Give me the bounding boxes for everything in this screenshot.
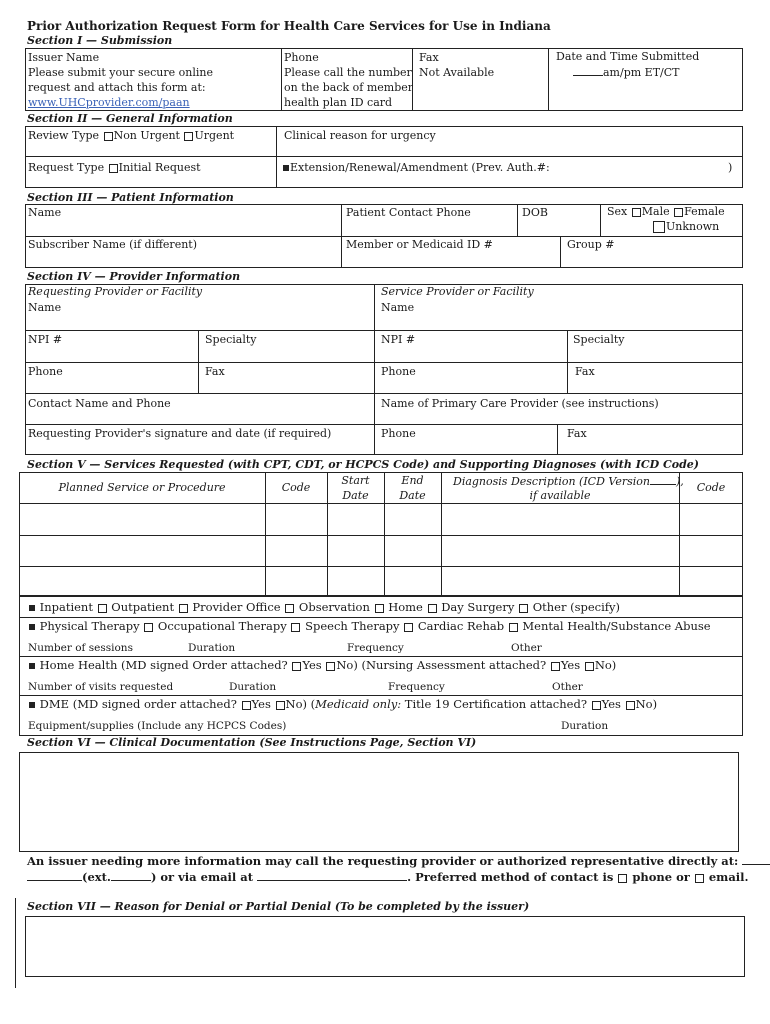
fax-label: Fax [419, 51, 439, 64]
non-urgent-checkbox[interactable] [104, 132, 113, 141]
patient-phone-label: Patient Contact Phone [346, 206, 471, 219]
req-npi-label: NPI # [28, 333, 63, 346]
clinical-reason-label: Clinical reason for urgency [284, 129, 436, 142]
dme-row: DME (MD signed order attached? Yes No) (Medicaid only: Title 19 Certification attached? Yes No) [28, 697, 657, 711]
section-5-heading: Section V — Services Requested (with CPT, CDT, or HCPCS Code) and Supporting Diagnoses (with ICD Code) [27, 458, 699, 471]
unknown-checkbox[interactable] [653, 221, 665, 233]
col-code-2: Code [696, 481, 726, 494]
issuer-note-line-2: (ext. ) or via email at . Preferred method of contact is phone or email. [27, 870, 749, 884]
member-id-label: Member or Medicaid ID # [346, 238, 493, 251]
dme-no-checkbox[interactable] [276, 701, 285, 710]
pcp-fax-label: Fax [567, 427, 587, 440]
occupational-therapy-checkbox[interactable] [144, 623, 153, 632]
review-type-row: Review Type Non Urgent Urgent [28, 129, 235, 142]
section-6-heading: Section VI — Clinical Documentation (See Instructions Page, Section VI) [27, 736, 477, 749]
issuer-instruction-2: request and attach this form at: [28, 81, 206, 94]
sessions-label: Number of sessions [28, 642, 133, 654]
date-submitted-field[interactable] [573, 65, 680, 80]
equipment-label: Equipment/supplies (Include any HCPCS Codes) [28, 720, 287, 732]
signature-label: Requesting Provider's signature and date (if required) [28, 427, 332, 440]
section-1-heading: Section I — Submission [27, 34, 173, 47]
svc-specialty-label: Specialty [573, 333, 625, 346]
group-label: Group # [567, 238, 615, 251]
req-name-label: Name [28, 301, 62, 314]
mental-health-checkbox[interactable] [509, 623, 518, 632]
title19-no-checkbox[interactable] [626, 701, 635, 710]
sex-row: Sex Male Female [607, 205, 725, 218]
col-planned-service: Planned Service or Procedure [58, 481, 226, 494]
req-specialty-label: Specialty [205, 333, 257, 346]
col-code: Code [281, 481, 311, 494]
requesting-provider-heading: Requesting Provider or Facility [28, 285, 203, 298]
section-3-heading: Section III — Patient Information [27, 191, 234, 204]
issuer-portal-link[interactable]: www.UHCprovider.com/paan [28, 96, 190, 109]
col-diagnosis-2: if available [529, 489, 591, 502]
section-7-heading: Section VII — Reason for Denial or Partial Denial (To be completed by the issuer) [27, 900, 530, 913]
hh-order-no-checkbox[interactable] [326, 662, 335, 671]
date-submitted-label: Date and Time Submitted [556, 50, 700, 63]
patient-name-label: Name [28, 206, 62, 219]
initial-request-checkbox[interactable] [109, 164, 118, 173]
phone-instruction-2: on the back of member [284, 81, 414, 94]
req-phone-label: Phone [28, 365, 63, 378]
phone-instruction-1: Please call the number [284, 66, 412, 79]
male-checkbox[interactable] [632, 208, 641, 217]
therapy-row: Physical Therapy Occupational Therapy Speech Therapy Cardiac Rehab Mental Health/Substance Abuse [28, 619, 711, 633]
extension-checkbox[interactable] [283, 165, 289, 171]
col-end-2: Date [399, 489, 426, 502]
dob-label: DOB [522, 206, 548, 219]
contact-label: Contact Name and Phone [28, 397, 171, 410]
section-4-heading: Section IV — Provider Information [27, 270, 241, 283]
req-fax-label: Fax [205, 365, 225, 378]
nursing-yes-checkbox[interactable] [551, 662, 560, 671]
outpatient-checkbox[interactable] [98, 604, 107, 613]
therapy-frequency-label: Frequency [347, 642, 404, 654]
observation-checkbox[interactable] [285, 604, 294, 613]
col-end-1: End [401, 474, 424, 487]
unknown-row: Unknown [652, 220, 719, 234]
form-title: Prior Authorization Request Form for Health Care Services for Use in Indiana [27, 19, 551, 33]
pcp-label: Name of Primary Care Provider (see instructions) [381, 397, 659, 410]
denial-reason-box[interactable] [25, 916, 745, 977]
col-start-2: Date [342, 489, 369, 502]
equipment-duration-label: Duration [561, 720, 609, 732]
col-start-1: Start [341, 474, 370, 487]
setting-row: Inpatient Outpatient Provider Office Observation Home Day Surgery Other (specify) [28, 600, 620, 614]
clinical-documentation-box[interactable] [19, 752, 739, 852]
speech-therapy-checkbox[interactable] [291, 623, 300, 632]
contact-phone-checkbox[interactable] [618, 874, 627, 883]
phone-label: Phone [284, 51, 319, 64]
visits-label: Number of visits requested [28, 681, 174, 693]
request-type-row: Request Type Initial Request [28, 161, 201, 174]
home-checkbox[interactable] [375, 604, 384, 613]
provider-office-checkbox[interactable] [179, 604, 188, 613]
fax-value: Not Available [419, 66, 495, 79]
cardiac-rehab-checkbox[interactable] [404, 623, 413, 632]
margin-rule [15, 898, 16, 988]
phone-instruction-3: health plan ID card [284, 96, 393, 109]
day-surgery-checkbox[interactable] [428, 604, 437, 613]
service-provider-heading: Service Provider or Facility [381, 285, 534, 298]
subscriber-label: Subscriber Name (if different) [28, 238, 197, 251]
section-2-heading: Section II — General Information [27, 112, 233, 125]
pcp-phone-label: Phone [381, 427, 416, 440]
svc-name-label: Name [381, 301, 415, 314]
therapy-other-label: Other [511, 642, 542, 654]
female-checkbox[interactable] [674, 208, 683, 217]
therapy-duration-label: Duration [188, 642, 236, 654]
title19-yes-checkbox[interactable] [592, 701, 601, 710]
contact-email-checkbox[interactable] [695, 874, 704, 883]
hh-duration-label: Duration [229, 681, 277, 693]
am-pm-label: am/pm ET/CT [603, 66, 680, 79]
extension-close: ) [728, 161, 733, 174]
col-diagnosis-1: Diagnosis Description (ICD Version ), [453, 475, 684, 488]
hh-frequency-label: Frequency [388, 681, 445, 693]
issuer-note-line-1: An issuer needing more information may call the requesting provider or authorized representative directly at: [27, 854, 770, 868]
hh-order-yes-checkbox[interactable] [292, 662, 301, 671]
urgent-checkbox[interactable] [184, 132, 193, 141]
svc-npi-label: NPI # [381, 333, 416, 346]
svc-phone-label: Phone [381, 365, 416, 378]
other-checkbox[interactable] [519, 604, 528, 613]
issuer-name-label: Issuer Name [28, 51, 100, 64]
home-health-row: Home Health (MD signed Order attached? Yes No) (Nursing Assessment attached? Yes No) [28, 658, 616, 672]
dme-yes-checkbox[interactable] [242, 701, 251, 710]
issuer-instruction-1: Please submit your secure online [28, 66, 213, 79]
extension-row: Extension/Renewal/Amendment (Prev. Auth.#: [282, 161, 550, 175]
hh-other-label: Other [552, 681, 583, 693]
nursing-no-checkbox[interactable] [585, 662, 594, 671]
svc-fax-label: Fax [575, 365, 595, 378]
